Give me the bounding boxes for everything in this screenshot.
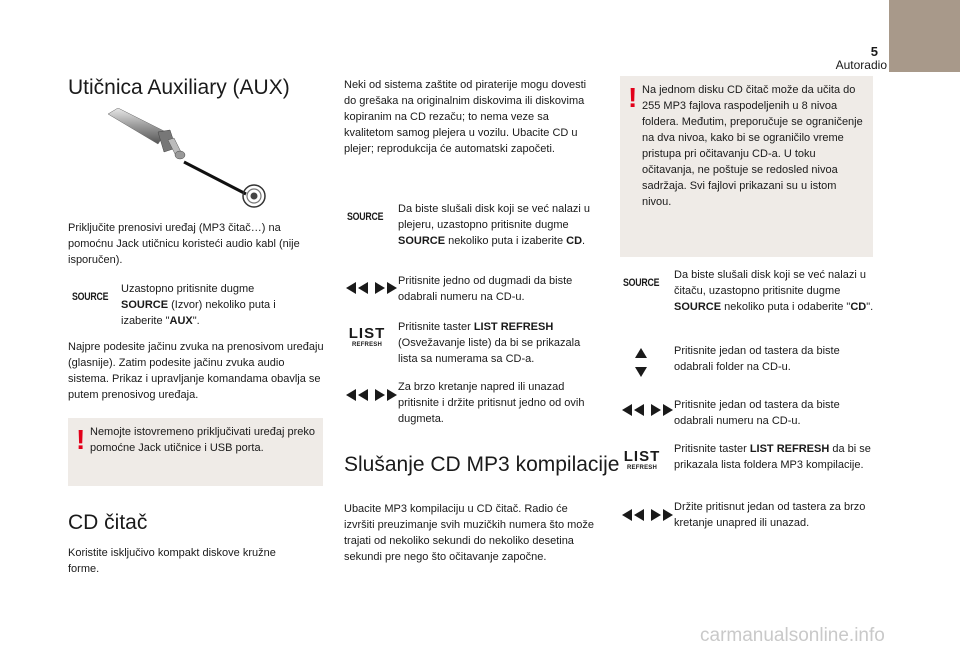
mp3-fast-step: Držite pritisnut jedan od tastera za brzo kretanje unapred ili unazad.: [674, 501, 866, 529]
mp3-title: Slušanje CD MP3 kompilacije: [344, 453, 620, 476]
fast-forward-rewind-icon: [346, 389, 397, 401]
mp3-info-note: [620, 76, 873, 257]
warning-icon: !: [76, 424, 86, 455]
prev-next-arrows-icon: [622, 404, 673, 416]
cd-track-step: Pritisnite jedno od dugmadi da biste odabrali numeru na CD-u.: [398, 275, 573, 303]
mp3-track-step: Pritisnite jedan od tastera da biste odabrali numeru na CD-u.: [674, 399, 840, 427]
source-button-icon: SOURCE: [347, 211, 384, 223]
mp3-info-text: Na jednom disku CD čitač može da učita do 255 MP3 fajlova raspodeljenih u 8 nivoa foldera. Međutim, preporučuje se ograničenje na dva nivoa, kako bi se ograničilo vreme pristupa pri očitavanju CD-a. U toku očitavanja, ne poštuje se redosled nivoa sadržaja. Svi fajlovi prikazani su u istom nivou.: [642, 84, 863, 208]
source-button-icon: SOURCE: [72, 291, 109, 303]
source-button-icon: SOURCE: [623, 277, 660, 289]
cd-fast-step: Za brzo kretanje napred ili unazad pritisnite i držite pritisnut jedno od ovih dugmeta.: [398, 381, 585, 425]
warning-icon: !: [628, 82, 638, 113]
cd-intro-text: Neki od sistema zaštite od piraterije mogu dovesti do grešaka na originalnim diskovima ili diskovima kopiranim na CD rezaču; to nema veze sa kvalitetom samog plejera u vozilu. Ubacite CD u plejer; reprodukcija će automatski započeti.: [344, 79, 587, 155]
jack-plug-illustration: [108, 108, 268, 208]
prev-next-arrows-icon: [346, 282, 397, 294]
aux-connect-text: Priključite prenosivi uređaj (MP3 čitač…) na pomoćnu Jack utičnicu koristeći audio kabl (nije isporučen).: [68, 222, 300, 266]
mp3-intro-text: Ubacite MP3 kompilaciju u CD čitač. Radio će izvršiti preuzimanje svih muzičkih numera što može trajati od nekoliko sekundi do nekoliko desetina sekundi pre nego što očitavanje započne.: [344, 503, 595, 563]
folder-up-down-icon: [635, 348, 647, 377]
volume-text: Najpre podesite jačinu zvuka na prenosivom uređaju (glasnije). Zatim podesite jačinu zvuka audio sistema. Prikaz i upravljanje komandama obavlja se putem prenosivog uređaja.: [68, 341, 324, 401]
mp3-list-step: Pritisnite taster LIST REFRESH da bi se prikazala lista foldera MP3 kompilacije.: [674, 443, 871, 471]
section-title: Autoradio: [835, 58, 887, 72]
aux-step-text: Uzastopno pritisnite dugme SOURCE (Izvor) nekoliko puta i izaberite "AUX".: [121, 283, 276, 327]
mp3-source-step: Da biste slušali disk koji se već nalazi u čitaču, uzastopno pritisnite dugme SOURCE nekoliko puta i odaberite "CD".: [674, 269, 874, 313]
cd-list-step: Pritisnite taster LIST REFRESH (Osvežavanje liste) da bi se prikazala lista sa numerama sa CD-a.: [398, 321, 581, 365]
watermark: carmanualsonline.info: [700, 625, 885, 646]
cd-title: CD čitač: [68, 511, 148, 534]
aux-title: Utičnica Auxiliary (AUX): [68, 76, 290, 99]
corner-tab: [889, 0, 960, 72]
fast-forward-rewind-icon: [622, 509, 673, 521]
page-number: 5: [870, 44, 878, 59]
list-refresh-icon: LIST REFRESH: [623, 448, 661, 471]
mp3-folder-step: Pritisnite jedan od tastera da biste odabrali folder na CD-u.: [674, 345, 840, 373]
cd-text: Koristite isključivo kompakt diskove kružne forme.: [68, 547, 276, 575]
cd-source-step: Da biste slušali disk koji se već nalazi u plejeru, uzastopno pritisnite dugme SOURCE nekoliko puta i izaberite CD.: [398, 203, 590, 247]
list-refresh-icon: LIST REFRESH: [348, 325, 386, 348]
aux-warning-note: [68, 418, 323, 486]
aux-warning-text: Nemojte istovremeno priključivati uređaj preko pomoćne Jack utičnice i USB porta.: [90, 426, 315, 454]
